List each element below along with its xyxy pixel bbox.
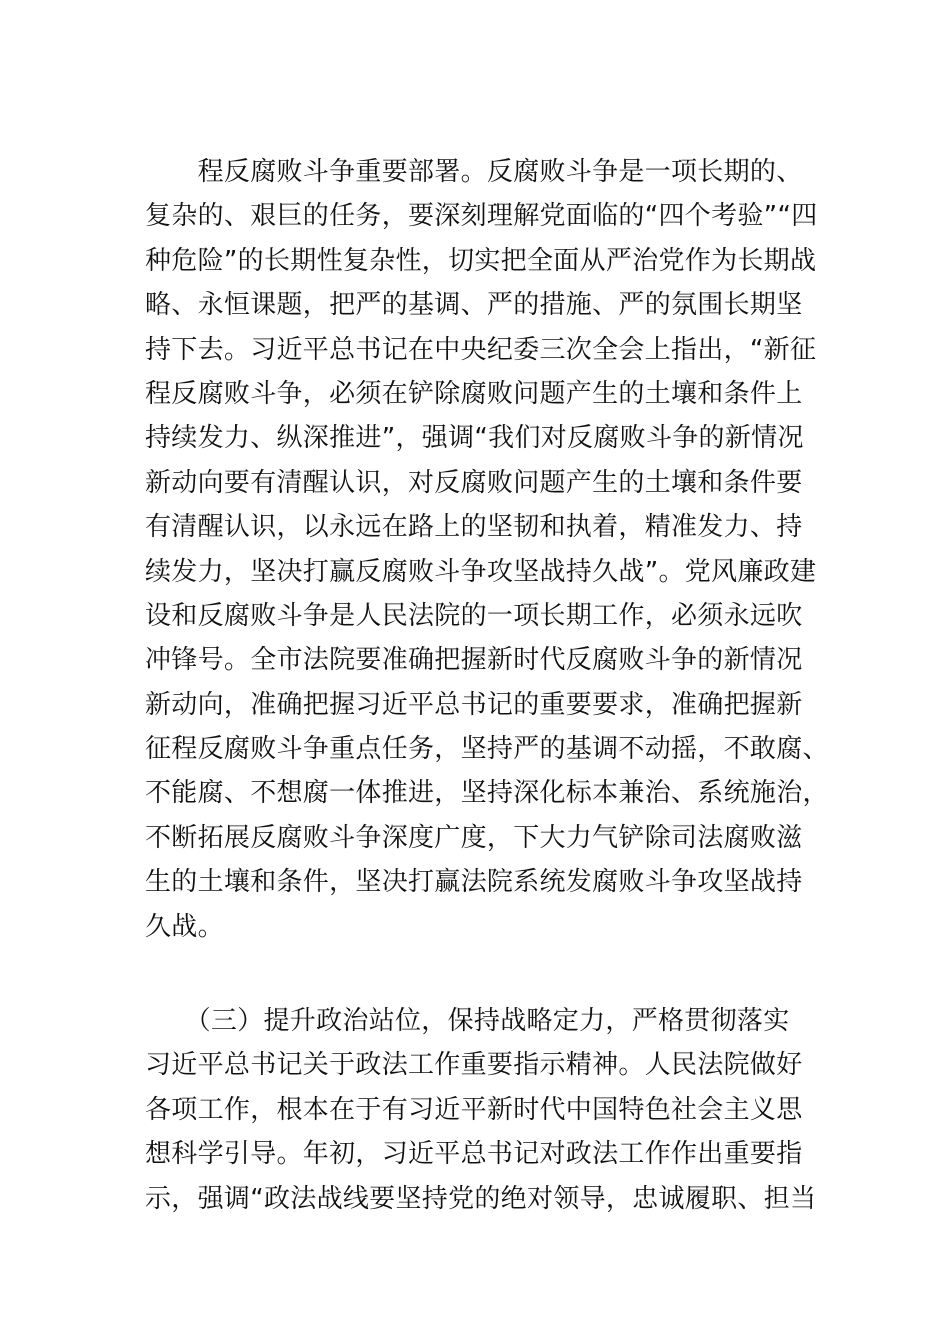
text-line: 征程反腐败斗争重点任务，坚持严的基调不动摇，不敢腐、	[145, 734, 829, 765]
text-line: 有清醒认识，以永远在路上的坚韧和执着，精准发力、持	[145, 512, 803, 543]
text-line: 冲锋号。全市法院要准确把握新时代反腐败斗争的新情况	[145, 645, 803, 676]
text-line: 示，强调“政法战线要坚持党的绝对领导，忠诚履职、担当	[145, 1183, 817, 1214]
text-line: 不能腐、不想腐一体推进，坚持深化标本兼治、系统施治，	[145, 778, 829, 809]
text-line: 想科学引导。年初，习近平总书记对政法工作作出重要指	[145, 1139, 803, 1170]
text-line: 各项工作，根本在于有习近平新时代中国特色社会主义思	[145, 1094, 803, 1125]
text-line: 持下去。习近平总书记在中央纪委三次全会上指出，“新征	[145, 334, 817, 365]
text-line: 程反腐败斗争，必须在铲除腐败问题产生的土壤和条件上	[145, 378, 803, 409]
text-line: 复杂的、艰巨的任务，要深刻理解党面临的“四个考验”“四	[145, 201, 818, 232]
text-line: 新动向要有清醒认识，对反腐败问题产生的土壤和条件要	[145, 467, 803, 498]
text-line: 续发力，坚决打赢反腐败斗争攻坚战持久战”。党风廉政建	[145, 556, 817, 587]
text-line: 设和反腐败斗争是人民法院的一项长期工作，必须永远吹	[145, 600, 803, 631]
text-line: 新动向，准确把握习近平总书记的重要要求，准确把握新	[145, 689, 803, 720]
paragraph-1	[145, 150, 829, 949]
text-line: 种危险”的长期性复杂性，切实把全面从严治党作为长期战	[145, 245, 817, 276]
text-line: 略、永恒课题，把严的基调、严的措施、严的氛围长期坚	[145, 290, 803, 321]
paragraph-2	[145, 999, 817, 1221]
paragraph-spacer	[145, 949, 810, 999]
text-line: 生的土壤和条件，坚决打赢法院系统发腐败斗争攻坚战持	[145, 867, 803, 898]
text-line: 程反腐败斗争重要部署。反腐败斗争是一项长期的、	[145, 157, 803, 187]
text-line: （三）提升政治站位，保持战略定力，严格贯彻落实	[145, 1006, 790, 1037]
document-body	[145, 150, 829, 1221]
text-line: 不断拓展反腐败斗争深度广度，下大力气铲除司法腐败滋	[145, 822, 803, 853]
text-line: 久战。	[145, 911, 224, 942]
text-line: 持续发力、纵深推进”，强调“我们对反腐败斗争的新情况	[145, 423, 804, 454]
text-line: 习近平总书记关于政法工作重要指示精神。人民法院做好	[145, 1050, 803, 1081]
